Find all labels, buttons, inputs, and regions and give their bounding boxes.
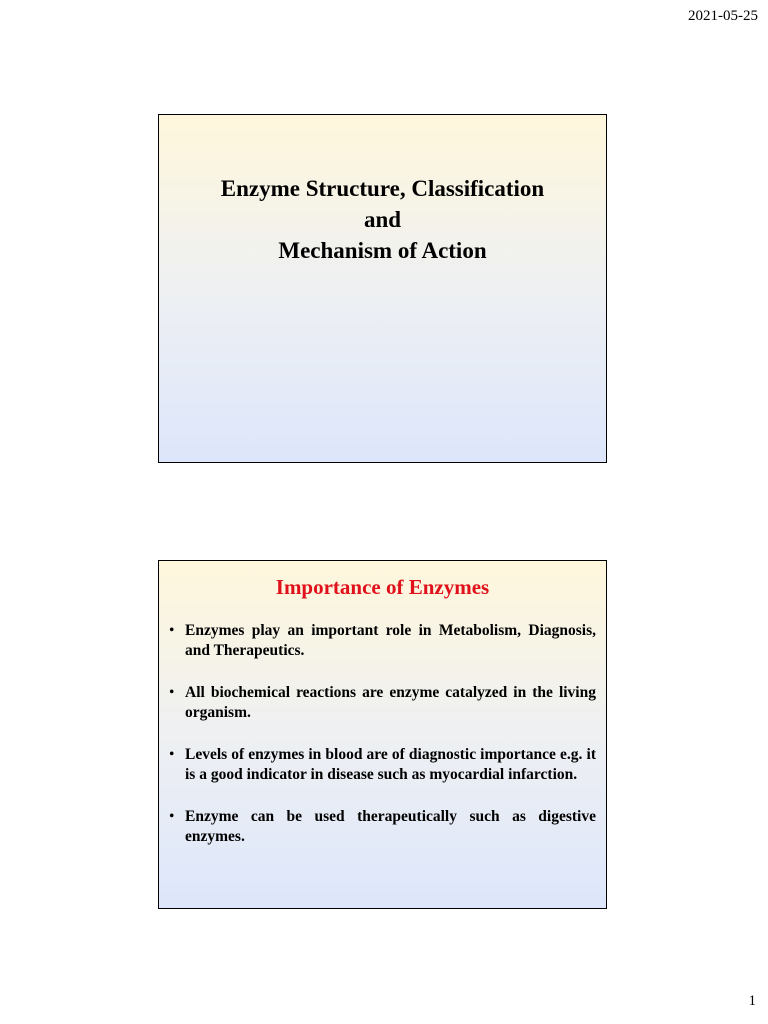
bullet-icon: • — [169, 808, 175, 825]
bullet-item — [169, 621, 596, 661]
bullet-text: All biochemical reactions are enzyme catalyzed in the living organism. — [185, 684, 596, 721]
bullet-item — [169, 807, 596, 847]
bullet-text: Levels of enzymes in blood are of diagnostic importance e.g. it is a good indicator in disease such as myocardial infarction. — [185, 746, 596, 783]
page-number: 1 — [748, 993, 756, 1009]
bullet-item — [169, 683, 596, 723]
title-line-3: Mechanism of Action — [278, 238, 487, 263]
slide-importance-of-enzymes — [158, 560, 607, 909]
title-line-2: and — [363, 207, 402, 232]
bullet-icon: • — [169, 684, 175, 701]
slide-heading: Importance of Enzymes — [275, 575, 490, 599]
bullet-list — [159, 621, 606, 847]
bullet-item — [169, 745, 596, 785]
bullet-icon: • — [169, 622, 175, 639]
bullet-icon: • — [169, 746, 175, 763]
bullet-text: Enzyme can be used therapeutically such as digestive enzymes. — [185, 808, 596, 845]
slide-title-enzyme-structure — [158, 114, 607, 463]
slide-title — [159, 173, 606, 266]
bullet-text: Enzymes play an important role in Metabolism, Diagnosis, and Therapeutics. — [185, 622, 596, 659]
title-line-1: Enzyme Structure, Classification — [220, 176, 545, 201]
page-date: 2021-05-25 — [688, 8, 758, 24]
